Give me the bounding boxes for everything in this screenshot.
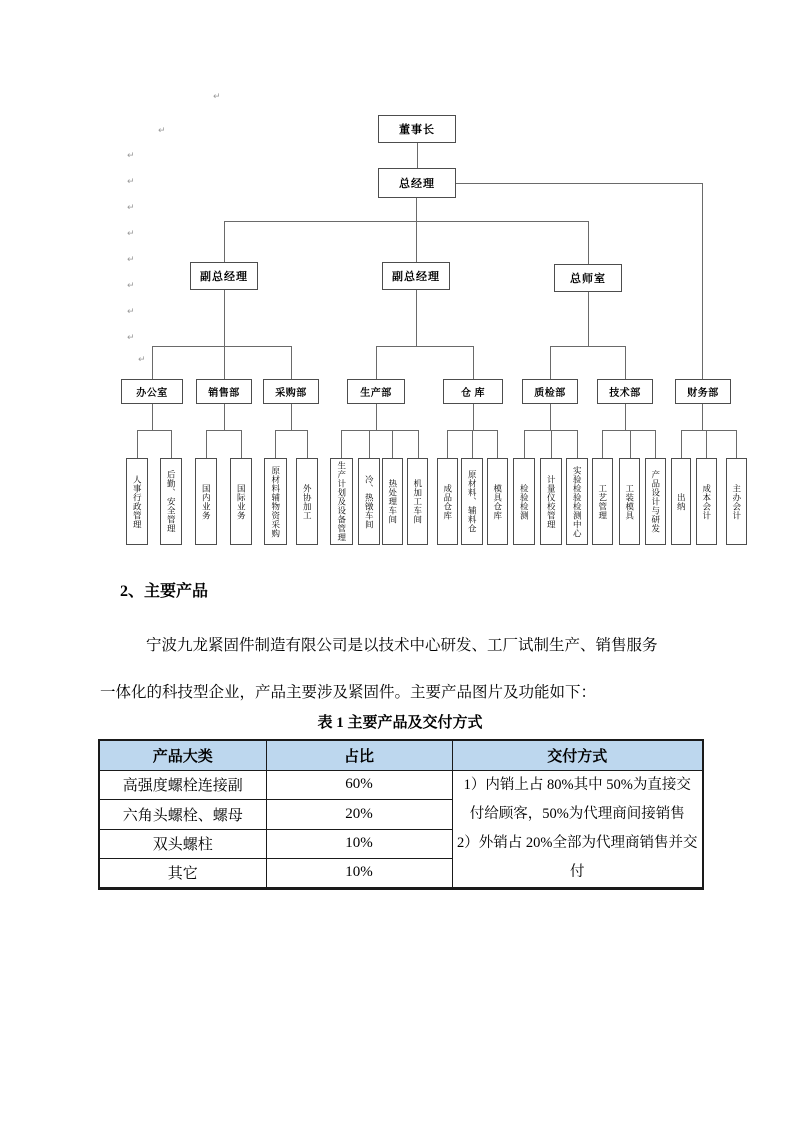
paragraph-mark-artifact: ↵	[127, 255, 135, 265]
delivery-line1: 1）内销上占 80%其中 50%为直接交付给顾客，50%为代理商间接销售	[463, 776, 691, 822]
connector-line	[577, 430, 578, 458]
org-box-sub-mold-warehouse: 模具仓库	[487, 458, 508, 545]
connector-line	[224, 221, 588, 222]
connector-line	[224, 404, 225, 430]
connector-line	[473, 404, 474, 430]
connector-line	[550, 404, 551, 430]
paragraph-mark-artifact: ↵	[127, 177, 135, 187]
connector-line	[625, 346, 626, 379]
cell-category: 高强度螺栓连接副	[99, 770, 266, 800]
connector-line	[224, 346, 225, 379]
section-heading: 2、主要产品	[120, 583, 209, 600]
connector-line	[497, 430, 498, 458]
connector-line	[224, 221, 225, 262]
connector-line	[206, 430, 207, 458]
org-box-dept-sales: 销售部	[196, 379, 252, 404]
org-box-chairman: 董事长	[378, 115, 456, 143]
org-box-sub-raw-material-warehouse: 原材料、辅料仓	[461, 458, 483, 545]
table-header-row	[99, 740, 703, 770]
org-box-dept-office: 办公室	[121, 379, 183, 404]
org-box-sub-heading-workshop: 冷、热镦车间	[358, 458, 380, 545]
connector-line	[392, 430, 393, 458]
connector-line	[376, 346, 473, 347]
paragraph-mark-artifact: ↵	[127, 229, 135, 239]
connector-line	[206, 430, 241, 431]
org-box-sub-product-design-rd: 产品设计与研发	[645, 458, 666, 545]
connector-line	[341, 430, 342, 458]
intro-paragraph-line1: 宁波九龙紧固件制造有限公司是以技术中心研发、工厂试制生产、销售服务	[146, 637, 658, 654]
org-box-sub-lab-testing-center: 实验检验检测中心	[566, 458, 588, 545]
products-table	[98, 739, 704, 890]
org-box-sub-domestic-business: 国内业务	[195, 458, 217, 545]
connector-line	[152, 346, 291, 347]
cell-share: 20%	[266, 800, 452, 830]
connector-line	[625, 404, 626, 430]
connector-line	[588, 292, 589, 346]
org-box-sub-chief-accountant: 主办会计	[726, 458, 747, 545]
org-box-sub-process-management: 工艺管理	[592, 458, 613, 545]
cell-category: 双头螺柱	[99, 829, 266, 859]
connector-line	[275, 430, 307, 431]
connector-line	[152, 346, 153, 379]
delivery-line2: 2）外销占 20%全部为代理商销售并交付	[457, 834, 698, 880]
connector-line	[550, 346, 625, 347]
connector-line	[152, 404, 153, 430]
org-box-sub-machining-workshop: 机加工车间	[407, 458, 428, 545]
org-box-chief-engineer-office: 总师室	[554, 264, 622, 292]
connector-line	[417, 143, 418, 168]
connector-line	[416, 221, 417, 262]
paragraph-mark-artifact: ↵	[127, 307, 135, 317]
connector-line	[550, 346, 551, 379]
header-share: 占比	[266, 740, 452, 770]
connector-line	[224, 290, 225, 346]
connector-line	[291, 346, 292, 379]
connector-line	[241, 430, 242, 458]
org-box-sub-raw-material-purchase: 原材料辅物资采购	[264, 458, 287, 545]
header-product-category: 产品大类	[99, 740, 266, 770]
connector-line	[416, 290, 417, 346]
cell-category: 其它	[99, 859, 266, 889]
connector-line	[736, 430, 737, 458]
org-box-sub-cost-accounting: 成本会计	[696, 458, 717, 545]
intro-paragraph-line2: 一体化的科技型企业，产品主要涉及紧固件。主要产品图片及功能如下：	[100, 684, 597, 701]
connector-line	[171, 430, 172, 458]
org-box-sub-outsourced-processing: 外协加工	[296, 458, 318, 545]
header-delivery-method: 交付方式	[452, 740, 703, 770]
connector-line	[291, 404, 292, 430]
connector-line	[702, 404, 703, 430]
connector-line	[376, 404, 377, 430]
org-box-deputy-gm-1: 副总经理	[190, 262, 258, 290]
org-box-dept-warehouse: 仓 库	[443, 379, 503, 404]
org-box-sub-production-planning: 生产计划及设备管理	[330, 458, 353, 545]
paragraph-mark-artifact: ↵	[213, 92, 221, 102]
org-box-dept-purchasing: 采购部	[263, 379, 319, 404]
paragraph-mark-artifact: ↵	[138, 355, 146, 365]
connector-line	[602, 430, 655, 431]
connector-line	[551, 430, 552, 458]
org-box-sub-cashier: 出纳	[671, 458, 691, 545]
connector-line	[602, 430, 603, 458]
org-box-general-manager: 总经理	[378, 168, 456, 198]
connector-line	[655, 430, 656, 458]
connector-line	[137, 430, 171, 431]
connector-line	[630, 430, 631, 458]
paragraph-mark-artifact: ↵	[127, 281, 135, 291]
cell-category: 六角头螺栓、螺母	[99, 800, 266, 830]
cell-share: 60%	[266, 770, 452, 800]
org-box-sub-inspection-testing: 检验检测	[513, 458, 535, 545]
table-title: 表 1 主要产品及交付方式	[317, 715, 483, 731]
paragraph-mark-artifact: ↵	[127, 333, 135, 343]
connector-line	[376, 346, 377, 379]
connector-line	[137, 430, 138, 458]
org-box-sub-international-business: 国际业务	[230, 458, 252, 545]
connector-line	[681, 430, 736, 431]
connector-line	[702, 183, 703, 379]
org-box-dept-finance: 财务部	[675, 379, 731, 404]
connector-line	[456, 183, 702, 184]
paragraph-mark-artifact: ↵	[127, 151, 135, 161]
connector-line	[369, 430, 370, 458]
cell-share: 10%	[266, 859, 452, 889]
connector-line	[418, 430, 419, 458]
org-box-sub-logistics-safety: 后勤、安全管理	[160, 458, 182, 545]
connector-line	[473, 346, 474, 379]
org-box-sub-hr-admin: 人事行政管理	[126, 458, 148, 545]
org-box-sub-metrology-management: 计量仪校管理	[540, 458, 562, 545]
org-box-dept-technology: 技术部	[597, 379, 653, 404]
org-box-deputy-gm-2: 副总经理	[382, 262, 450, 290]
intro-paragraph	[100, 622, 702, 716]
connector-line	[524, 430, 525, 458]
connector-line	[681, 430, 682, 458]
connector-line	[447, 430, 448, 458]
org-box-sub-tooling-molds: 工装模具	[619, 458, 640, 545]
org-box-dept-quality: 质检部	[522, 379, 578, 404]
connector-line	[472, 430, 473, 458]
connector-line	[275, 430, 276, 458]
cell-delivery-method	[452, 770, 703, 888]
connector-line	[341, 430, 418, 431]
org-box-sub-finished-goods-warehouse: 成品仓库	[437, 458, 458, 545]
connector-line	[416, 198, 417, 221]
paragraph-mark-artifact: ↵	[158, 126, 166, 136]
org-box-sub-heat-treatment-workshop: 热处理车间	[382, 458, 403, 545]
cell-share: 10%	[266, 829, 452, 859]
connector-line	[588, 221, 589, 264]
connector-line	[706, 430, 707, 458]
table-row	[99, 770, 703, 800]
connector-line	[307, 430, 308, 458]
org-box-dept-production: 生产部	[347, 379, 405, 404]
paragraph-mark-artifact: ↵	[127, 203, 135, 213]
